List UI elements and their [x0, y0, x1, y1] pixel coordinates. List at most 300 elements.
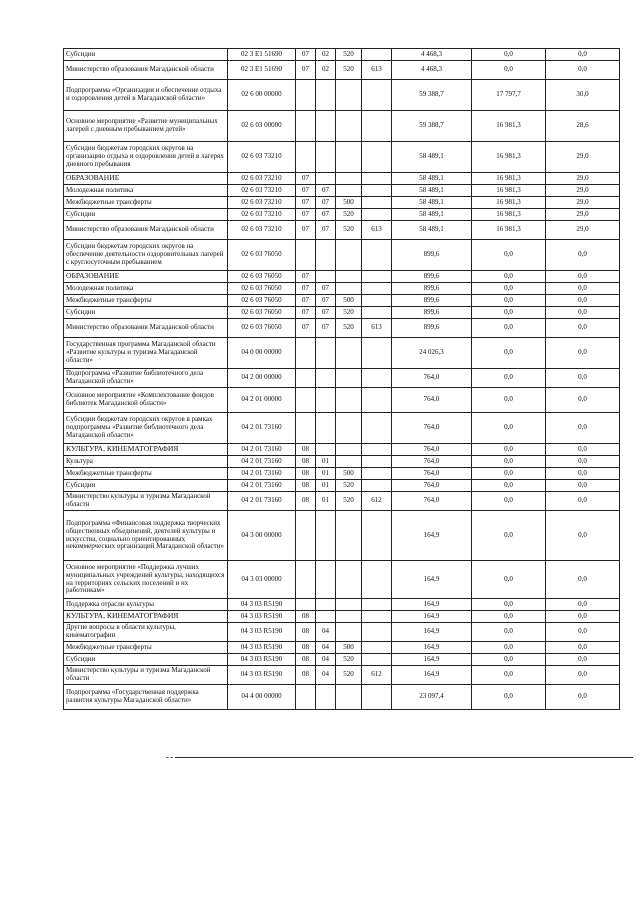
row-vr	[336, 369, 362, 388]
row-rz	[296, 388, 316, 413]
row-name: Субсидии	[64, 49, 228, 61]
row-pr: 02	[316, 61, 336, 80]
row-sum-plan: 164,9	[392, 511, 472, 561]
table-row	[64, 49, 620, 61]
table-row	[64, 642, 620, 654]
row-grbs	[362, 307, 392, 319]
row-code: 02 6 03 73210	[228, 221, 296, 240]
row-percent: 30,0	[546, 80, 620, 111]
row-sum-exec: 0,0	[472, 480, 546, 492]
row-name: Государственная программа Магаданской области «Развитие культуры и туризма Магаданской области»	[64, 338, 228, 369]
row-rz: 07	[296, 283, 316, 295]
row-sum-plan: 164,9	[392, 654, 472, 666]
row-percent: 0,0	[546, 685, 620, 710]
row-pr	[316, 599, 336, 611]
row-sum-exec: 0,0	[472, 666, 546, 685]
table-row	[64, 185, 620, 197]
row-percent: 0,0	[546, 338, 620, 369]
row-name: Субсидии	[64, 209, 228, 221]
row-grbs	[362, 511, 392, 561]
row-name: Основное мероприятие «Поддержка лучших муниципальных учреждений культуры, находящихся на территориях сельских поселений и их работникам»	[64, 561, 228, 599]
row-code: 04 2 01 73160	[228, 480, 296, 492]
row-grbs	[362, 338, 392, 369]
row-code: 04 2 01 73160	[228, 413, 296, 444]
row-pr: 01	[316, 480, 336, 492]
row-grbs: 612	[362, 666, 392, 685]
row-vr	[336, 456, 362, 468]
row-sum-exec: 0,0	[472, 599, 546, 611]
row-rz	[296, 511, 316, 561]
row-rz: 07	[296, 197, 316, 209]
row-pr: 01	[316, 468, 336, 480]
row-sum-exec: 0,0	[472, 338, 546, 369]
row-sum-exec: 16 981,3	[472, 197, 546, 209]
row-pr: 01	[316, 456, 336, 468]
row-grbs	[362, 413, 392, 444]
row-vr	[336, 611, 362, 623]
table-row	[64, 666, 620, 685]
row-sum-exec: 16 981,3	[472, 142, 546, 173]
row-percent: 0,0	[546, 642, 620, 654]
row-sum-exec: 0,0	[472, 456, 546, 468]
row-code: 04 3 03 R5190	[228, 599, 296, 611]
row-code: 04 3 03 R5190	[228, 623, 296, 642]
row-percent: 0,0	[546, 283, 620, 295]
row-pr	[316, 444, 336, 456]
row-sum-plan: 764,0	[392, 480, 472, 492]
row-sum-plan: 4 468,3	[392, 61, 472, 80]
row-code: 04 2 01 00000	[228, 388, 296, 413]
row-code: 04 3 03 R5190	[228, 654, 296, 666]
row-rz: 07	[296, 271, 316, 283]
row-pr: 04	[316, 666, 336, 685]
row-percent: 0,0	[546, 388, 620, 413]
row-percent: 0,0	[546, 599, 620, 611]
table-row	[64, 173, 620, 185]
row-code: 04 3 03 R5190	[228, 642, 296, 654]
row-vr: 520	[336, 666, 362, 685]
row-code: 04 3 00 00000	[228, 511, 296, 561]
row-sum-exec: 0,0	[472, 369, 546, 388]
row-percent: 29,0	[546, 197, 620, 209]
row-sum-exec: 0,0	[472, 388, 546, 413]
row-vr: 520	[336, 307, 362, 319]
row-name: Межбюджетные трансферты	[64, 642, 228, 654]
row-sum-exec: 0,0	[472, 49, 546, 61]
row-sum-exec: 0,0	[472, 561, 546, 599]
row-vr: 500	[336, 642, 362, 654]
row-name: Межбюджетные трансферты	[64, 197, 228, 209]
row-pr	[316, 173, 336, 185]
row-rz: 08	[296, 480, 316, 492]
row-name: Субсидии	[64, 480, 228, 492]
row-name: КУЛЬТУРА, КИНЕМАТОГРАФИЯ	[64, 444, 228, 456]
row-rz: 07	[296, 295, 316, 307]
row-sum-plan: 58 489,1	[392, 142, 472, 173]
row-sum-plan: 4 468,3	[392, 49, 472, 61]
row-code: 02 6 03 76050	[228, 295, 296, 307]
table-row	[64, 338, 620, 369]
table-row	[64, 142, 620, 173]
row-pr: 07	[316, 319, 336, 338]
row-sum-plan: 899,6	[392, 295, 472, 307]
row-percent: 0,0	[546, 49, 620, 61]
row-rz: 08	[296, 654, 316, 666]
row-vr: 500	[336, 468, 362, 480]
row-percent: 29,0	[546, 185, 620, 197]
row-rz: 08	[296, 468, 316, 480]
row-sum-exec: 0,0	[472, 623, 546, 642]
row-vr	[336, 623, 362, 642]
row-rz: 08	[296, 444, 316, 456]
row-name: Культура	[64, 456, 228, 468]
row-sum-exec: 0,0	[472, 283, 546, 295]
table-row	[64, 654, 620, 666]
row-sum-exec: 16 981,3	[472, 221, 546, 240]
row-grbs	[362, 49, 392, 61]
footer-rule	[175, 757, 633, 758]
row-sum-exec: 0,0	[472, 444, 546, 456]
row-sum-plan: 899,6	[392, 319, 472, 338]
row-name: Молодежная политика	[64, 185, 228, 197]
row-name: ОБРАЗОВАНИЕ	[64, 173, 228, 185]
row-sum-plan: 764,0	[392, 456, 472, 468]
row-percent: 0,0	[546, 623, 620, 642]
row-rz: 07	[296, 221, 316, 240]
row-name: Поддержка отрасли культуры	[64, 599, 228, 611]
row-sum-plan: 164,9	[392, 666, 472, 685]
row-percent: 0,0	[546, 561, 620, 599]
row-percent: 0,0	[546, 319, 620, 338]
row-code: 04 3 03 R5190	[228, 611, 296, 623]
row-pr	[316, 413, 336, 444]
row-sum-plan: 899,6	[392, 283, 472, 295]
table-row	[64, 209, 620, 221]
row-rz	[296, 142, 316, 173]
table-row	[64, 221, 620, 240]
table-row	[64, 80, 620, 111]
row-vr	[336, 111, 362, 142]
row-sum-exec: 16 981,3	[472, 209, 546, 221]
row-code: 04 2 01 73160	[228, 456, 296, 468]
row-grbs	[362, 654, 392, 666]
row-sum-plan: 164,9	[392, 623, 472, 642]
row-vr: 520	[336, 49, 362, 61]
row-rz: 07	[296, 185, 316, 197]
row-sum-exec: 0,0	[472, 307, 546, 319]
row-grbs	[362, 173, 392, 185]
row-sum-plan: 58 489,1	[392, 197, 472, 209]
row-percent: 0,0	[546, 413, 620, 444]
row-rz: 07	[296, 307, 316, 319]
row-grbs	[362, 468, 392, 480]
row-pr: 07	[316, 295, 336, 307]
row-vr	[336, 413, 362, 444]
row-code: 02 6 00 00000	[228, 80, 296, 111]
row-vr	[336, 388, 362, 413]
row-pr: 04	[316, 642, 336, 654]
row-sum-plan: 764,0	[392, 369, 472, 388]
row-pr: 07	[316, 307, 336, 319]
row-percent: 28,6	[546, 111, 620, 142]
row-name: Основное мероприятие «Комплектование фондов библиотек Магаданской области»	[64, 388, 228, 413]
row-grbs	[362, 283, 392, 295]
table-row	[64, 599, 620, 611]
row-code: 02 6 03 00000	[228, 111, 296, 142]
row-rz: 08	[296, 456, 316, 468]
row-rz	[296, 369, 316, 388]
row-sum-exec: 16 981,3	[472, 173, 546, 185]
row-percent: 0,0	[546, 456, 620, 468]
row-name: Министерство культуры и туризма Магаданской области	[64, 492, 228, 511]
row-name: Межбюджетные трансферты	[64, 295, 228, 307]
row-sum-exec: 0,0	[472, 271, 546, 283]
row-sum-plan: 764,0	[392, 468, 472, 480]
row-grbs	[362, 80, 392, 111]
row-name: Молодежная политика	[64, 283, 228, 295]
row-rz: 07	[296, 61, 316, 80]
row-percent: 0,0	[546, 611, 620, 623]
row-name: Министерство образования Магаданской области	[64, 61, 228, 80]
row-percent: 0,0	[546, 369, 620, 388]
row-pr: 04	[316, 654, 336, 666]
row-sum-plan: 24 026,3	[392, 338, 472, 369]
row-sum-plan: 59 388,7	[392, 80, 472, 111]
row-pr: 07	[316, 197, 336, 209]
row-vr: 520	[336, 492, 362, 511]
row-sum-exec: 0,0	[472, 413, 546, 444]
row-name: Министерство образования Магаданской области	[64, 319, 228, 338]
row-name: Министерство культуры и туризма Магаданской области	[64, 666, 228, 685]
table-row	[64, 511, 620, 561]
row-vr	[336, 561, 362, 599]
row-percent: 29,0	[546, 142, 620, 173]
row-pr	[316, 338, 336, 369]
row-vr	[336, 142, 362, 173]
row-code: 04 0 00 00000	[228, 338, 296, 369]
table-row	[64, 197, 620, 209]
row-percent: 0,0	[546, 444, 620, 456]
row-vr	[336, 511, 362, 561]
row-code: 04 3 03 00000	[228, 561, 296, 599]
row-percent: 29,0	[546, 209, 620, 221]
row-rz: 08	[296, 642, 316, 654]
row-grbs: 613	[362, 319, 392, 338]
row-grbs: 612	[362, 492, 392, 511]
row-grbs	[362, 480, 392, 492]
row-vr	[336, 338, 362, 369]
row-grbs	[362, 611, 392, 623]
row-name: Субсидии бюджетам городских округов на обеспечение деятельности оздоровительных лагерей с круглосуточным пребыванием	[64, 240, 228, 271]
table-row	[64, 295, 620, 307]
row-rz: 07	[296, 319, 316, 338]
row-sum-exec: 17 797,7	[472, 80, 546, 111]
row-grbs	[362, 456, 392, 468]
row-pr	[316, 369, 336, 388]
row-vr: 520	[336, 209, 362, 221]
row-percent: 0,0	[546, 492, 620, 511]
row-rz: 08	[296, 666, 316, 685]
row-grbs	[362, 444, 392, 456]
row-grbs	[362, 561, 392, 599]
row-pr	[316, 685, 336, 710]
row-name: Подпрограмма «Организация и обеспечение отдыха и оздоровления детей в Магаданской области»	[64, 80, 228, 111]
row-pr: 04	[316, 623, 336, 642]
row-sum-plan: 899,6	[392, 307, 472, 319]
row-pr	[316, 511, 336, 561]
row-sum-plan: 764,0	[392, 388, 472, 413]
table-row	[64, 623, 620, 642]
row-percent: 0,0	[546, 271, 620, 283]
row-code: 02 6 03 76050	[228, 283, 296, 295]
row-pr: 01	[316, 492, 336, 511]
table-row	[64, 388, 620, 413]
row-sum-plan: 164,9	[392, 599, 472, 611]
row-grbs: 613	[362, 221, 392, 240]
row-percent: 0,0	[546, 654, 620, 666]
row-vr: 500	[336, 197, 362, 209]
row-percent: 0,0	[546, 480, 620, 492]
table-row	[64, 413, 620, 444]
row-sum-plan: 899,6	[392, 240, 472, 271]
row-grbs	[362, 623, 392, 642]
budget-table	[63, 48, 620, 710]
row-sum-plan: 164,9	[392, 611, 472, 623]
row-rz	[296, 111, 316, 142]
table-row	[64, 283, 620, 295]
row-sum-exec: 0,0	[472, 511, 546, 561]
row-rz	[296, 599, 316, 611]
row-sum-exec: 0,0	[472, 468, 546, 480]
row-pr: 07	[316, 283, 336, 295]
row-vr: 520	[336, 319, 362, 338]
row-code: 02 6 03 73210	[228, 197, 296, 209]
table-body	[64, 49, 620, 710]
table-row	[64, 492, 620, 511]
table-row	[64, 480, 620, 492]
row-name: ОБРАЗОВАНИЕ	[64, 271, 228, 283]
row-sum-plan: 764,0	[392, 413, 472, 444]
row-pr	[316, 142, 336, 173]
row-sum-plan: 764,0	[392, 492, 472, 511]
row-percent: 0,0	[546, 240, 620, 271]
table-row	[64, 271, 620, 283]
table-row	[64, 561, 620, 599]
table-row	[64, 685, 620, 710]
row-rz	[296, 338, 316, 369]
table-row	[64, 111, 620, 142]
row-grbs	[362, 197, 392, 209]
row-rz	[296, 561, 316, 599]
row-rz: 07	[296, 49, 316, 61]
row-code: 02 6 03 76050	[228, 307, 296, 319]
row-grbs	[362, 295, 392, 307]
row-name: Субсидии бюджетам городских округов на организацию отдыха и оздоровления детей в лагерях дневного пребывания	[64, 142, 228, 173]
row-sum-plan: 164,9	[392, 642, 472, 654]
table-row	[64, 444, 620, 456]
row-vr	[336, 185, 362, 197]
row-vr	[336, 80, 362, 111]
row-vr	[336, 599, 362, 611]
row-percent: 0,0	[546, 468, 620, 480]
row-vr: 500	[336, 295, 362, 307]
row-name: Подпрограмма «Финансовая поддержка творческих общественных объединений, деятелей культуры и искусства, социально ориентированных некоммерческих организаций Магаданской области»	[64, 511, 228, 561]
row-pr: 07	[316, 185, 336, 197]
row-pr	[316, 80, 336, 111]
row-sum-exec: 0,0	[472, 611, 546, 623]
row-grbs	[362, 185, 392, 197]
row-sum-plan: 164,9	[392, 561, 472, 599]
row-code: 04 4 00 00000	[228, 685, 296, 710]
row-sum-plan: 58 489,1	[392, 221, 472, 240]
row-grbs	[362, 599, 392, 611]
row-sum-exec: 16 981,3	[472, 185, 546, 197]
row-grbs	[362, 240, 392, 271]
row-name: Другие вопросы в области культуры, кинематографии	[64, 623, 228, 642]
row-grbs	[362, 642, 392, 654]
row-vr: 520	[336, 654, 362, 666]
row-name: Министерство образования Магаданской области	[64, 221, 228, 240]
row-rz	[296, 685, 316, 710]
row-grbs	[362, 685, 392, 710]
row-pr	[316, 388, 336, 413]
row-percent: 0,0	[546, 511, 620, 561]
row-sum-exec: 0,0	[472, 654, 546, 666]
row-name: Субсидии	[64, 654, 228, 666]
row-percent: 0,0	[546, 295, 620, 307]
row-sum-exec: 16 981,3	[472, 111, 546, 142]
row-sum-plan: 58 489,1	[392, 185, 472, 197]
row-code: 04 2 00 00000	[228, 369, 296, 388]
table-row	[64, 611, 620, 623]
row-name: Субсидии бюджетам городских округов в рамках подпрограммы «Развитие библиотечного дела Магаданской области»	[64, 413, 228, 444]
row-grbs	[362, 111, 392, 142]
row-vr	[336, 283, 362, 295]
row-vr	[336, 240, 362, 271]
row-pr	[316, 271, 336, 283]
row-sum-plan: 764,0	[392, 444, 472, 456]
row-pr	[316, 111, 336, 142]
row-rz: 08	[296, 492, 316, 511]
row-sum-exec: 0,0	[472, 240, 546, 271]
row-code: 02 6 03 76050	[228, 240, 296, 271]
row-code: 04 2 01 73160	[228, 492, 296, 511]
row-pr: 07	[316, 221, 336, 240]
row-percent: 0,0	[546, 61, 620, 80]
table-row	[64, 61, 620, 80]
row-percent: 0,0	[546, 666, 620, 685]
row-sum-exec: 0,0	[472, 642, 546, 654]
row-name: Подпрограмма «Государственная поддержка развития культуры Магаданской области»	[64, 685, 228, 710]
row-sum-plan: 58 489,1	[392, 173, 472, 185]
table-row	[64, 369, 620, 388]
row-rz: 07	[296, 209, 316, 221]
row-vr	[336, 173, 362, 185]
row-code: 04 3 03 R5190	[228, 666, 296, 685]
row-sum-plan: 59 388,7	[392, 111, 472, 142]
row-code: 02 3 E1 51690	[228, 61, 296, 80]
row-grbs	[362, 388, 392, 413]
row-vr	[336, 444, 362, 456]
row-pr	[316, 561, 336, 599]
row-grbs	[362, 369, 392, 388]
row-percent: 0,0	[546, 307, 620, 319]
row-sum-exec: 0,0	[472, 685, 546, 710]
row-rz: 08	[296, 611, 316, 623]
row-rz	[296, 413, 316, 444]
row-vr: 520	[336, 480, 362, 492]
row-name: Субсидии	[64, 307, 228, 319]
